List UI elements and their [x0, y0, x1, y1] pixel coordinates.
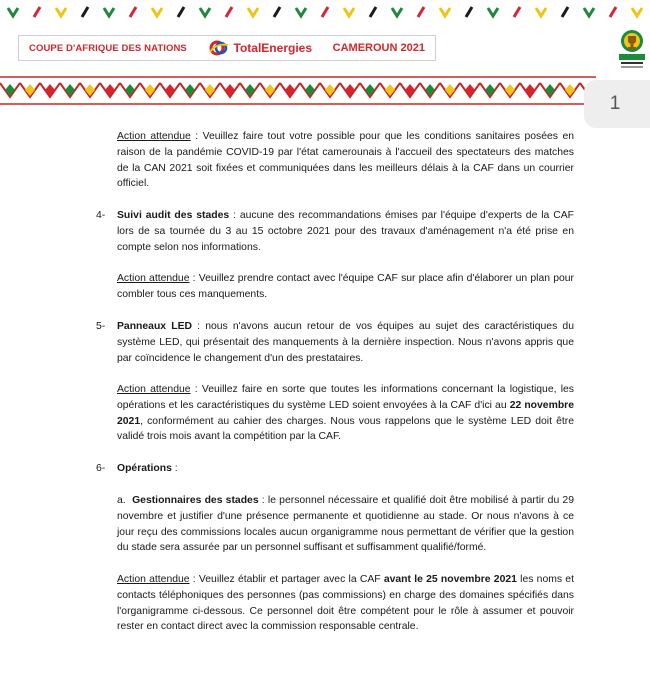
list-number-4: 4-	[96, 210, 106, 221]
action-text: : Veuillez établir et partager avec la CAF	[189, 574, 384, 585]
paragraph-action-4	[117, 271, 574, 303]
list-item-6a	[117, 493, 574, 556]
action-label: Action attendue	[117, 384, 191, 395]
deadline-date: 22 novembre 2021	[117, 399, 574, 427]
item-suffix: :	[171, 463, 178, 474]
edition-title: CAMEROUN 2021	[332, 42, 425, 54]
item-text: : nous n'avons aucun retour de vos équipes au sujet des caractéristiques du système LED, qui présentait des manquements à la dernière inspection. Nous n'avons appris que par coïncidence le changement d'un des prestataires.	[117, 321, 574, 364]
deadline-date: avant le 25 novembre 2021	[383, 574, 517, 585]
list-item-6	[117, 461, 574, 477]
sub-item-letter: a.	[117, 495, 126, 506]
item-title: Opérations	[117, 463, 172, 474]
list-number-6: 6-	[96, 463, 106, 474]
action-label: Action attendue	[117, 273, 190, 284]
action-label: Action attendue	[117, 131, 191, 142]
tournament-title: COUPE D'AFRIQUE DES NATIONS	[29, 42, 187, 54]
item-text: : aucune des recommandations émises par l'équipe d'experts de la CAF lors de sa tournée du 3 au 15 octobre 2021 pour des travaux d'aménagement n'a été prise en compte selon nos informations.	[117, 210, 575, 253]
list-number-5: 5-	[96, 321, 106, 332]
action-text: : Veuillez faire tout votre possible pour que les conditions sanitaires posées en raison de la pandémie COVID-19 par l'état camerounais à l'accueil des spectateurs des matches de la CAN 2021 soit fixées et communiquées dans les meilleurs délais à la CAF dans un courrier officiel.	[117, 131, 575, 190]
item-title: Suivi audit des stades	[117, 210, 230, 221]
action-text: : Veuillez prendre contact avec l'équipe CAF sur place afin d'élaborer un plan pour combler tous ces manquements.	[117, 273, 574, 300]
paragraph-action-1	[117, 129, 574, 192]
sub-item-text: : le personnel nécessaire et qualifié doit être mobilisé à partir du 29 novembre et justifier d'une présence permanente et quotidienne au stade. Or nous n'avons à ce jour reçu des commissions locales aucun organigramme nous permettant de vérifier que la gestion du stade sera assurée par un personnel suffisant et suffisamment qualifié/formé.	[117, 495, 574, 554]
list-item-5	[117, 319, 574, 366]
sub-item-title: Gestionnaires des stades	[132, 495, 259, 506]
action-label: Action attendue	[117, 574, 190, 585]
item-title: Panneaux LED	[117, 321, 193, 332]
page-number: 1	[609, 93, 621, 114]
paragraph-action-6a	[117, 572, 574, 635]
list-item-4	[117, 208, 574, 255]
action-text: : Veuillez faire en sorte que toutes les informations concernant la logistique, les opérations et les caractéristiques du système LED soient envoyées à la CAF d'ici au	[117, 384, 574, 411]
sponsor-name: TotalEnergies	[233, 41, 312, 55]
action-text-end: les noms et contacts téléphoniques des personnes (pas commissions) en charge des domaines spécifiés dans l'organigramme ci-dessous. Ce personnel doit être compétent pour le rôle à assumer et pouvoir rester en contact direct avec la commission responsable centrale.	[117, 574, 574, 633]
action-text-end: , conformément au cahier des charges. Nous vous rappelons que le système LED doit être validé trois mois avant la compétition par la CAF.	[117, 415, 574, 443]
paragraph-action-5	[117, 382, 574, 445]
